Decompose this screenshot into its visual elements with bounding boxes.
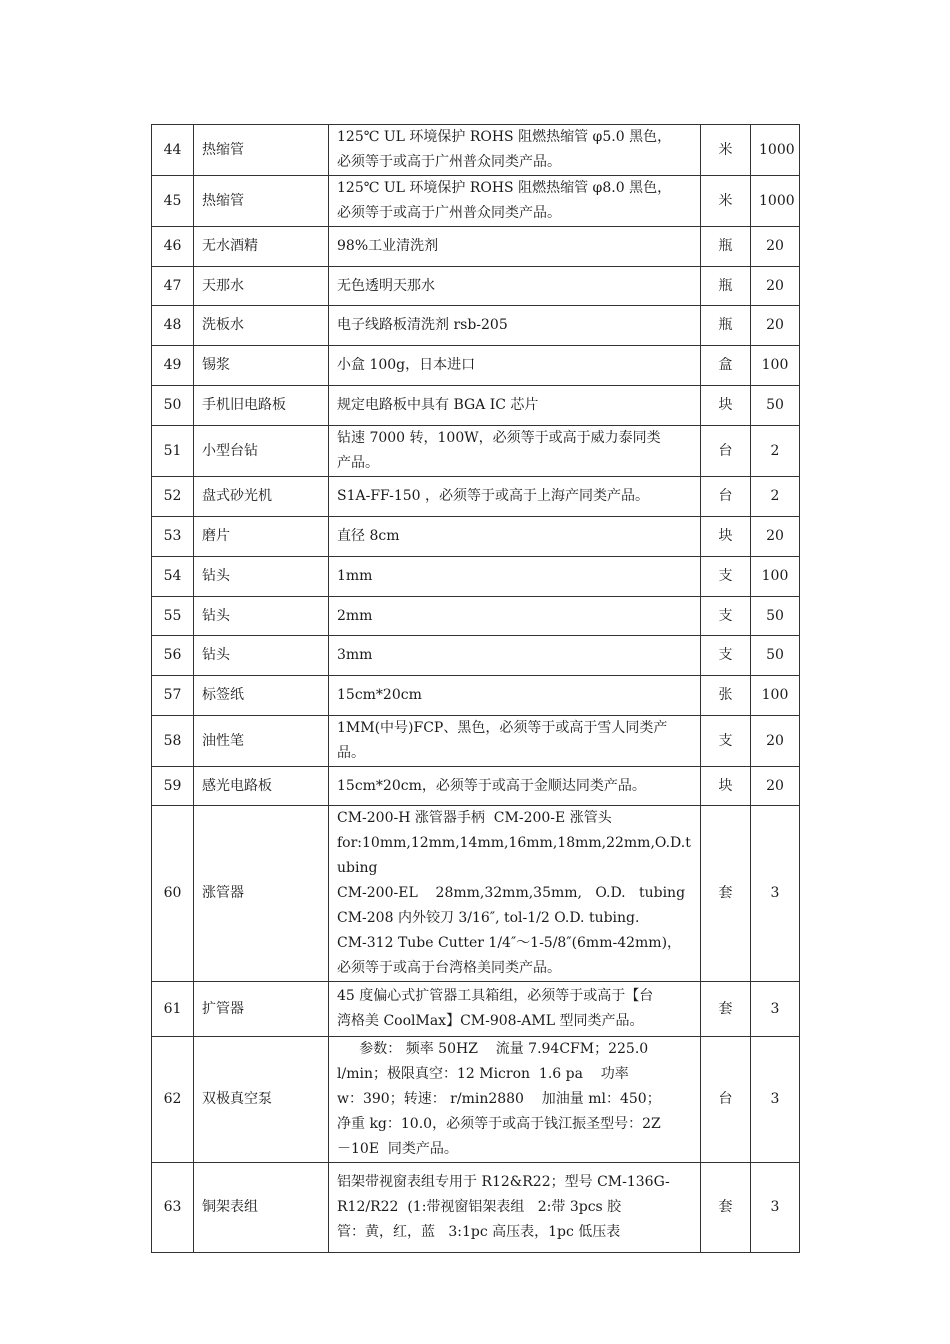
table-row bbox=[152, 227, 800, 267]
item-unit-cell bbox=[701, 636, 751, 676]
item-number-text: 53 bbox=[163, 528, 182, 544]
item-quantity-cell bbox=[751, 1037, 800, 1163]
item-name-cell bbox=[194, 176, 329, 227]
item-number-cell bbox=[152, 806, 194, 982]
item-spec-cell bbox=[329, 306, 701, 346]
item-number-cell bbox=[152, 306, 194, 346]
item-name-text: 热缩管 bbox=[202, 141, 244, 158]
item-name-cell bbox=[194, 227, 329, 267]
item-name-text: 油性笔 bbox=[202, 732, 244, 749]
table-row bbox=[152, 597, 800, 636]
item-spec-cell bbox=[329, 477, 701, 517]
item-unit-cell bbox=[701, 557, 751, 597]
item-number-cell bbox=[152, 676, 194, 716]
item-number-text: 44 bbox=[163, 141, 182, 158]
item-quantity-text: 20 bbox=[766, 528, 784, 544]
item-unit-cell bbox=[701, 1163, 751, 1253]
item-number-cell bbox=[152, 267, 194, 306]
item-quantity-text: 3 bbox=[770, 885, 780, 901]
item-spec-cell bbox=[329, 806, 701, 982]
item-number-text: 45 bbox=[163, 192, 182, 209]
item-number-cell bbox=[152, 426, 194, 477]
item-quantity-cell bbox=[751, 982, 800, 1037]
item-spec-cell bbox=[329, 517, 701, 557]
item-spec-cell bbox=[329, 716, 701, 767]
item-unit-text: 支 bbox=[718, 647, 733, 663]
item-quantity-text: 3 bbox=[770, 1199, 780, 1215]
item-name-cell bbox=[194, 716, 329, 767]
item-spec-text: 小盒 100g，日本进口 bbox=[337, 357, 476, 373]
item-unit-text: 盒 bbox=[718, 357, 733, 373]
item-quantity-text: 2 bbox=[770, 488, 780, 504]
item-name-text: 磨片 bbox=[202, 528, 230, 544]
item-unit-cell bbox=[701, 176, 751, 227]
item-quantity-cell bbox=[751, 125, 800, 176]
item-name-cell bbox=[194, 125, 329, 176]
item-quantity-text: 2 bbox=[770, 442, 780, 459]
item-quantity-cell bbox=[751, 176, 800, 227]
item-unit-cell bbox=[701, 597, 751, 636]
item-spec-text: 3mm bbox=[337, 647, 373, 663]
item-number-text: 59 bbox=[163, 777, 182, 794]
item-quantity-cell bbox=[751, 557, 800, 597]
item-number-cell bbox=[152, 767, 194, 806]
item-quantity-cell bbox=[751, 716, 800, 767]
item-spec-text: 电子线路板清洗剂 rsb-205 bbox=[337, 317, 508, 333]
item-name-text: 洗板水 bbox=[202, 317, 244, 333]
item-name-text: 盘式砂光机 bbox=[202, 488, 272, 504]
item-spec-text: 2mm bbox=[337, 607, 373, 624]
item-unit-text: 瓶 bbox=[718, 277, 733, 294]
item-quantity-text: 3 bbox=[770, 1000, 780, 1017]
item-number-text: 57 bbox=[163, 687, 182, 703]
item-name-text: 手机旧电路板 bbox=[202, 397, 286, 413]
item-name-text: 标签纸 bbox=[202, 687, 244, 703]
table-row bbox=[152, 676, 800, 716]
item-number-cell bbox=[152, 125, 194, 176]
item-name-text: 钻头 bbox=[202, 647, 230, 663]
item-number-text: 47 bbox=[163, 277, 182, 294]
item-quantity-text: 1000 bbox=[759, 141, 795, 158]
item-number-text: 58 bbox=[163, 732, 182, 749]
item-unit-cell bbox=[701, 517, 751, 557]
item-number-cell bbox=[152, 557, 194, 597]
item-quantity-text: 20 bbox=[766, 238, 784, 254]
item-unit-cell bbox=[701, 477, 751, 517]
item-unit-text: 台 bbox=[718, 442, 733, 459]
item-spec-cell bbox=[329, 1163, 701, 1253]
item-unit-cell bbox=[701, 306, 751, 346]
item-spec-text: 无色透明天那水 bbox=[337, 277, 435, 294]
item-spec-cell bbox=[329, 227, 701, 267]
item-number-cell bbox=[152, 597, 194, 636]
table-row bbox=[152, 306, 800, 346]
item-unit-cell bbox=[701, 767, 751, 806]
item-number-text: 46 bbox=[163, 238, 182, 254]
item-number-text: 54 bbox=[163, 568, 182, 584]
item-spec-text: 直径 8cm bbox=[337, 528, 400, 544]
table-row bbox=[152, 767, 800, 806]
item-spec-cell bbox=[329, 176, 701, 227]
item-name-cell bbox=[194, 806, 329, 982]
item-spec-text: CM-200-H 涨管器手柄 CM-200-E 涨管头 for:10mm,12mm,14mm,16mm,18mm,22mm,O.D.tubing CM-200-EL 28mm,32mm,35mm, O.D. tubing CM-208 内外铰刀 3/16″, tol-1/2 O.D. tubing. CM-312 Tube Cutter 1/4″～1-5/8″(6mm-42mm)， 必须等于或高于台湾格美同类产品。 bbox=[337, 810, 691, 976]
item-number-cell bbox=[152, 1163, 194, 1253]
item-name-cell bbox=[194, 477, 329, 517]
item-spec-text: 1mm bbox=[337, 568, 373, 584]
table-row bbox=[152, 386, 800, 426]
item-spec-text: 钻速 7000 转，100W，必须等于或高于威力泰同类 产品。 bbox=[337, 430, 661, 471]
item-spec-cell bbox=[329, 386, 701, 426]
item-number-text: 55 bbox=[163, 607, 182, 624]
item-unit-text: 米 bbox=[718, 192, 733, 209]
item-spec-cell bbox=[329, 267, 701, 306]
item-name-cell bbox=[194, 557, 329, 597]
item-quantity-text: 100 bbox=[761, 687, 789, 703]
item-number-cell bbox=[152, 176, 194, 227]
item-quantity-text: 3 bbox=[770, 1091, 780, 1107]
item-spec-text: 125℃ UL 环境保护 ROHS 阻燃热缩管 φ8.0 黑色， 必须等于或高于广州普众同类产品。 bbox=[337, 180, 672, 221]
equipment-spec-table bbox=[151, 124, 800, 1253]
item-spec-text: 98%工业清洗剂 bbox=[337, 238, 439, 254]
item-spec-text: 15cm*20cm bbox=[337, 687, 422, 703]
item-name-cell bbox=[194, 386, 329, 426]
item-name-text: 天那水 bbox=[202, 277, 244, 294]
item-unit-text: 块 bbox=[718, 397, 733, 413]
item-spec-cell bbox=[329, 767, 701, 806]
item-name-text: 热缩管 bbox=[202, 192, 244, 209]
item-quantity-text: 1000 bbox=[759, 192, 795, 209]
item-unit-text: 瓶 bbox=[718, 238, 733, 254]
item-quantity-cell bbox=[751, 517, 800, 557]
item-quantity-text: 100 bbox=[761, 357, 789, 373]
item-number-text: 50 bbox=[163, 397, 182, 413]
item-unit-cell bbox=[701, 346, 751, 386]
item-number-text: 51 bbox=[163, 442, 182, 459]
item-number-cell bbox=[152, 982, 194, 1037]
item-unit-text: 米 bbox=[718, 141, 733, 158]
item-spec-cell bbox=[329, 426, 701, 477]
item-unit-text: 块 bbox=[718, 528, 733, 544]
item-quantity-text: 20 bbox=[766, 277, 784, 294]
item-spec-text: 125℃ UL 环境保护 ROHS 阻燃热缩管 φ5.0 黑色， 必须等于或高于广州普众同类产品。 bbox=[337, 129, 672, 170]
item-unit-text: 支 bbox=[718, 607, 733, 624]
item-number-text: 60 bbox=[163, 885, 182, 901]
table-row bbox=[152, 806, 800, 982]
table-row bbox=[152, 346, 800, 386]
item-spec-text: S1A-FF-150 ，必须等于或高于上海产同类产品。 bbox=[337, 488, 650, 504]
item-spec-cell bbox=[329, 346, 701, 386]
item-name-text: 无水酒精 bbox=[202, 238, 258, 254]
item-quantity-cell bbox=[751, 267, 800, 306]
item-number-text: 62 bbox=[163, 1091, 182, 1107]
item-name-text: 扩管器 bbox=[202, 1000, 244, 1017]
item-unit-cell bbox=[701, 806, 751, 982]
item-spec-text: 45 度偏心式扩管器工具箱组，必须等于或高于【台 湾格美 CoolMax】CM-908-AML 型同类产品。 bbox=[337, 988, 654, 1029]
item-name-text: 锡浆 bbox=[202, 357, 230, 373]
item-name-cell bbox=[194, 636, 329, 676]
item-name-cell bbox=[194, 676, 329, 716]
item-quantity-cell bbox=[751, 227, 800, 267]
item-quantity-text: 50 bbox=[766, 647, 784, 663]
table-row bbox=[152, 982, 800, 1037]
item-unit-text: 台 bbox=[718, 1091, 733, 1107]
item-spec-cell bbox=[329, 125, 701, 176]
item-unit-cell bbox=[701, 426, 751, 477]
item-quantity-cell bbox=[751, 426, 800, 477]
item-quantity-cell bbox=[751, 1163, 800, 1253]
item-number-text: 63 bbox=[163, 1199, 182, 1215]
item-unit-cell bbox=[701, 676, 751, 716]
item-name-text: 铜架表组 bbox=[202, 1199, 258, 1215]
item-unit-text: 块 bbox=[718, 777, 733, 794]
item-name-text: 感光电路板 bbox=[202, 777, 272, 794]
item-spec-cell bbox=[329, 597, 701, 636]
table-row bbox=[152, 716, 800, 767]
item-spec-cell bbox=[329, 636, 701, 676]
item-quantity-text: 50 bbox=[766, 607, 784, 624]
item-quantity-cell bbox=[751, 597, 800, 636]
item-name-cell bbox=[194, 517, 329, 557]
item-quantity-text: 20 bbox=[766, 732, 784, 749]
item-unit-text: 瓶 bbox=[718, 317, 733, 333]
item-quantity-cell bbox=[751, 676, 800, 716]
item-name-text: 双极真空泵 bbox=[202, 1091, 272, 1107]
item-spec-cell bbox=[329, 557, 701, 597]
item-number-text: 49 bbox=[163, 357, 182, 373]
item-spec-text: 参数： 频率 50HZ 流量 7.94CFM；225.0 l/min；极限真空：12 Micron 1.6 pa 功率 w：390；转速： r/min2880 加油量 ml：450； 净重 kg：10.0，必须等于或高于钱江振圣型号：2Z －10E 同类产品。 bbox=[337, 1041, 661, 1157]
item-quantity-cell bbox=[751, 346, 800, 386]
item-name-text: 钻头 bbox=[202, 568, 230, 584]
item-quantity-text: 20 bbox=[766, 777, 784, 794]
table-row bbox=[152, 267, 800, 306]
item-unit-text: 支 bbox=[718, 568, 733, 584]
item-quantity-cell bbox=[751, 806, 800, 982]
table-row bbox=[152, 1163, 800, 1253]
item-unit-cell bbox=[701, 227, 751, 267]
item-unit-cell bbox=[701, 982, 751, 1037]
item-number-cell bbox=[152, 517, 194, 557]
table-row bbox=[152, 517, 800, 557]
item-number-cell bbox=[152, 1037, 194, 1163]
item-spec-cell bbox=[329, 1037, 701, 1163]
item-name-cell bbox=[194, 426, 329, 477]
item-unit-cell bbox=[701, 386, 751, 426]
item-spec-text: 规定电路板中具有 BGA IC 芯片 bbox=[337, 397, 539, 413]
item-spec-text: 铝架带视窗表组专用于 R12&R22；型号 CM-136G- R12/R22 (1:带视窗铝架表组 2:带 3pcs 胶 管：黄，红，蓝 3:1pc 高压表，1pc 低压表 bbox=[337, 1174, 670, 1240]
table-row bbox=[152, 125, 800, 176]
item-unit-text: 套 bbox=[718, 885, 733, 901]
table-row bbox=[152, 477, 800, 517]
item-unit-cell bbox=[701, 267, 751, 306]
item-spec-cell bbox=[329, 676, 701, 716]
table-row bbox=[152, 557, 800, 597]
item-quantity-text: 100 bbox=[761, 568, 789, 584]
item-name-cell bbox=[194, 1163, 329, 1253]
table-row bbox=[152, 1037, 800, 1163]
item-number-cell bbox=[152, 636, 194, 676]
item-spec-cell bbox=[329, 982, 701, 1037]
item-number-text: 56 bbox=[163, 647, 182, 663]
item-number-cell bbox=[152, 227, 194, 267]
item-name-cell bbox=[194, 306, 329, 346]
item-unit-text: 支 bbox=[718, 732, 733, 749]
item-quantity-cell bbox=[751, 477, 800, 517]
item-unit-text: 台 bbox=[718, 488, 733, 504]
item-unit-cell bbox=[701, 125, 751, 176]
item-unit-text: 套 bbox=[718, 1000, 733, 1017]
item-unit-text: 套 bbox=[718, 1199, 733, 1215]
item-name-cell bbox=[194, 1037, 329, 1163]
item-name-cell bbox=[194, 267, 329, 306]
item-name-cell bbox=[194, 767, 329, 806]
item-name-cell bbox=[194, 597, 329, 636]
item-number-cell bbox=[152, 477, 194, 517]
item-name-text: 涨管器 bbox=[202, 885, 244, 901]
item-name-text: 小型台钻 bbox=[202, 442, 258, 459]
item-number-cell bbox=[152, 716, 194, 767]
table-body bbox=[152, 125, 800, 1253]
item-name-cell bbox=[194, 346, 329, 386]
item-unit-cell bbox=[701, 716, 751, 767]
table-row bbox=[152, 176, 800, 227]
item-name-text: 钻头 bbox=[202, 607, 230, 624]
item-name-cell bbox=[194, 982, 329, 1037]
item-quantity-cell bbox=[751, 767, 800, 806]
item-quantity-cell bbox=[751, 306, 800, 346]
item-unit-text: 张 bbox=[718, 687, 733, 703]
item-number-cell bbox=[152, 386, 194, 426]
item-spec-text: 1MM(中号)FCP、黑色，必须等于或高于雪人同类产 品。 bbox=[337, 720, 668, 761]
item-quantity-text: 50 bbox=[766, 397, 784, 413]
item-quantity-cell bbox=[751, 636, 800, 676]
item-number-text: 61 bbox=[163, 1000, 182, 1017]
item-quantity-cell bbox=[751, 386, 800, 426]
item-unit-cell bbox=[701, 1037, 751, 1163]
item-number-cell bbox=[152, 346, 194, 386]
table-row bbox=[152, 636, 800, 676]
item-spec-text: 15cm*20cm，必须等于或高于金顺达同类产品。 bbox=[337, 777, 646, 794]
item-number-text: 48 bbox=[163, 317, 182, 333]
item-number-text: 52 bbox=[163, 488, 182, 504]
table-row bbox=[152, 426, 800, 477]
item-quantity-text: 20 bbox=[766, 317, 784, 333]
